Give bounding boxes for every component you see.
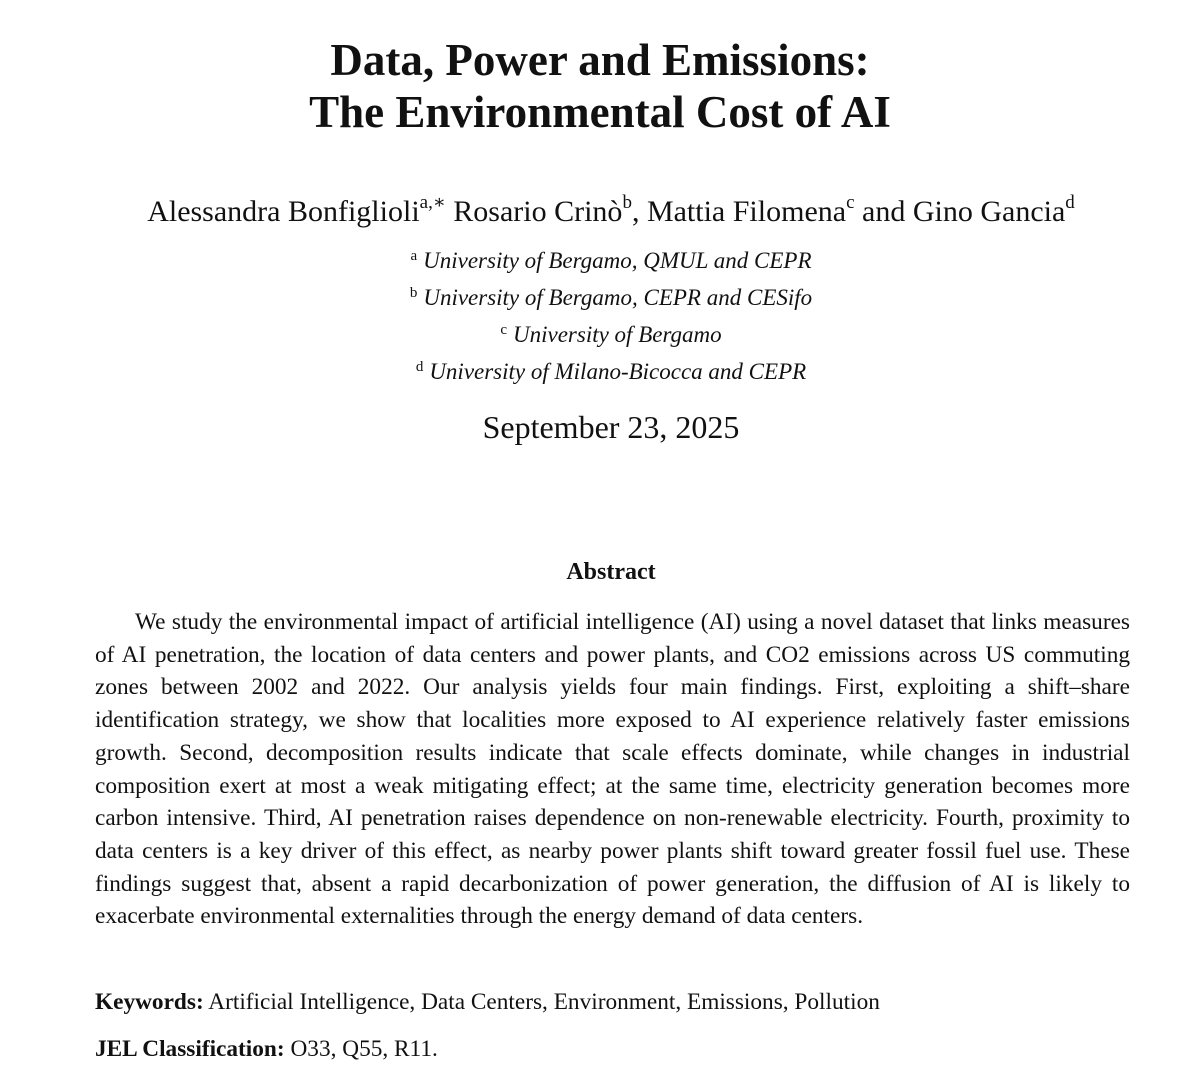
keywords-label: Keywords: [95, 989, 204, 1015]
author-name: Gino Gancia [912, 195, 1066, 228]
jel-line [95, 1033, 1155, 1065]
jel-label: JEL Classification: [95, 1036, 285, 1062]
author-name: Rosario Crinò [453, 195, 623, 228]
affiliation-text: University of Bergamo [513, 322, 722, 347]
affiliation-mark: b [409, 285, 418, 301]
author-separator: and [854, 195, 913, 228]
author-affiliation-mark: a,∗ [419, 192, 446, 213]
affiliation-mark: d [415, 359, 424, 375]
affiliation-item [0, 242, 1200, 279]
affiliation-item [0, 279, 1200, 316]
affiliation-item [0, 353, 1200, 390]
abstract-body: We study the environmental impact of artificial intelligence (AI) using a novel dataset that links measures of AI penetration, the location of data centers and power plants, and CO2 emissions across US commuting zones between 2002 and 2022. Our analysis yields four main findings. First, exploiting a shift–share identification strategy, we show that localities more exposed to AI experience relatively faster emissions growth. Second, decomposition results indicate that scale effects dominate, while changes in industrial composition exert at most a weak mitigating effect; at the same time, electricity generation becomes more carbon intensive. Third, AI penetration raises dependence on non-renewable electricity. Fourth, proximity to data centers is a key driver of this effect, as nearby power plants shift toward greater fossil fuel use. These findings suggest that, absent a rapid decarbonization of power generation, the diffusion of AI is likely to exacerbate environmental externalities through the energy demand of data centers. [95, 609, 1130, 930]
jel-text: O33, Q55, R11. [290, 1036, 438, 1062]
author-name: Mattia Filomena [646, 195, 847, 228]
publication-date: September 23, 2025 [482, 409, 740, 445]
title-line-2: The Environmental Cost of AI [309, 87, 891, 137]
author-affiliation-mark: b [622, 192, 632, 213]
affiliation-text: University of Bergamo, QMUL and CEPR [423, 248, 812, 273]
abstract-heading: Abstract [566, 559, 656, 585]
author-separator: , [631, 195, 647, 228]
author-list [0, 192, 1200, 232]
author-affiliation-mark: c [846, 192, 855, 213]
author-affiliation-mark: d [1065, 192, 1075, 213]
affiliation-mark: c [500, 322, 507, 338]
author-name: Alessandra Bonfiglioli [147, 195, 420, 228]
affiliation-text: University of Bergamo, CEPR and CESifo [423, 285, 813, 310]
keywords-line [95, 986, 1155, 1018]
affiliation-list [0, 242, 1200, 390]
title-line-1: Data, Power and Emissions: [330, 35, 870, 85]
paper-title [0, 34, 1200, 138]
affiliation-text: University of Milano-Bicocca and CEPR [429, 359, 807, 384]
keywords-text: Artificial Intelligence, Data Centers, Environment, Emissions, Pollution [208, 989, 880, 1015]
affiliation-mark: a [410, 248, 418, 264]
affiliation-item [0, 316, 1200, 353]
